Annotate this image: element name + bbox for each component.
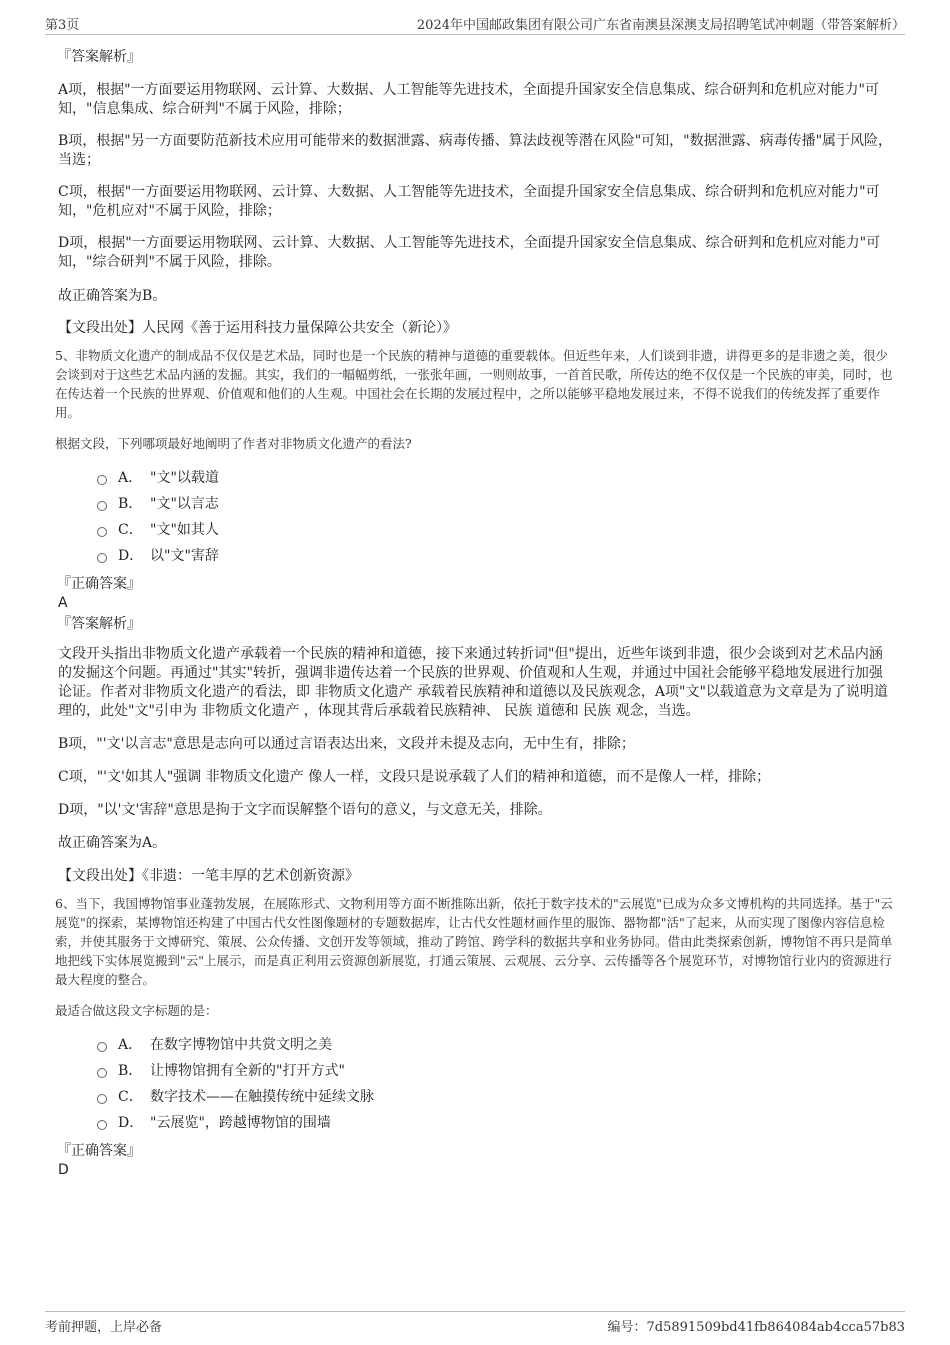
conclusion: 故正确答案为A。 — [58, 835, 167, 851]
option-c[interactable]: C． "文"如其人 — [97, 517, 895, 543]
correct-answer: A — [58, 595, 68, 611]
option-a[interactable]: A． 在数字博物馆中共赏文明之美 — [97, 1032, 895, 1058]
analysis-paragraph: B项，"'文'以言志"意思是志向可以通过言语表达出来，文段并未提及志向，无中生有，排除； — [58, 736, 635, 752]
question-passage: 6、当下，我国博物馆事业蓬勃发展，在展陈形式、文物利用等方面不断推陈出新，依托于数字技术的"云展览"已成为众多文博机构的共同选择。基于"云展览"的探索，某博物馆还构建了中国古代女性图像题材的专题数据库，让古代女性题材画作里的服饰、器物都"活"了起来，从而实现了图像内容信息检索，并使其服务于文博研究、策展、公众传播、文创开发等领域，推动了跨馆、跨学科的数据共享和业务协同。借由此类探索创新，博物馆不再只是简单地把线下实体展览搬到"云"上展示，而是真正利用云资源创新展览，打通云策展、云观展、云分享、云传播等各个展览环节，对博物馆行业内的资源进行最大程度的整合。 — [55, 896, 893, 987]
footer-slogan: 考前押题，上岸必备 — [45, 1320, 163, 1335]
document-body — [55, 45, 895, 1179]
source-citation: 【文段出处】人民网《善于运用科技力量保障公共安全（新论）》 — [58, 320, 457, 336]
page-header — [45, 12, 905, 35]
option-d[interactable]: D． 以"文"害辞 — [97, 543, 895, 569]
analysis-paragraph: 文段开头指出非物质文化遗产承载着一个民族的精神和道德，接下来通过转折词"但"提出，近些年谈到非遗，很少会谈到对艺术品内涵的发掘这个问题。再通过"其实"转折，强调非遗传达着一个民族的世界观、价值观和人生观，并通过中国社会能够平稳地发展进行加强论证。作者对非物质文化遗产的看法，即 非物质文化遗产 承载着民族精神和道德以及民族观念，A项"文"以载道意为文章是为了说明道理的，此处"文"引申为 非物质文化遗产 ，体现其背后承载着民族精神、 民族 道德和 民族 观念，当选。 — [58, 646, 888, 719]
option-d[interactable]: D． "云展览"，跨越博物馆的围墙 — [97, 1110, 895, 1136]
document-title: 2024年中国邮政集团有限公司广东省南澳县深澳支局招聘笔试冲刺题（带答案解析） — [416, 18, 905, 33]
analysis-label: 『答案解析』 — [57, 49, 141, 65]
radio-icon[interactable] — [97, 527, 107, 537]
radio-icon[interactable] — [97, 475, 107, 485]
page-number: 第3页 — [45, 18, 80, 33]
question-passage: 5、非物质文化遗产的制成品不仅仅是艺术品，同时也是一个民族的精神与道德的重要载体。但近些年来，人们谈到非遗，讲得更多的是非遗之美，很少会谈到对于这些艺术品内涵的发掘。其实，我们的一幅幅剪纸，一张张年画，一则则故事，一首首民歌，所传达的绝不仅仅是一个民族的审美，同时，也在传达着一个民族的世界观、价值观和他们的人生观。中国社会在长期的发展过程中，之所以能够平稳地发展过来，不得不说我们的传统发挥了重要作用。 — [55, 348, 893, 420]
document-id: 编号：7d5891509bd41fb864084ab4cca57b83 — [607, 1320, 905, 1335]
radio-icon[interactable] — [97, 501, 107, 511]
analysis-paragraph: D项，"以'文'害辞"意思是拘于文字而误解整个语句的意义，与文意无关，排除。 — [58, 802, 552, 818]
analysis-paragraph: B项，根据"另一方面要防范新技术应用可能带来的数据泄露、病毒传播、算法歧视等潜在风险"可知，"数据泄露、病毒传播"属于风险，当选； — [58, 133, 893, 168]
analysis-paragraph: C项，根据"一方面要运用物联网、云计算、大数据、人工智能等先进技术，全面提升国家安全信息集成、综合研判和危机应对能力"可知，"危机应对"不属于风险，排除； — [58, 184, 880, 219]
answer-label: 『正确答案』 — [57, 576, 141, 592]
option-c[interactable]: C． 数字技术——在触摸传统中延续文脉 — [97, 1084, 895, 1110]
correct-answer: D — [58, 1162, 69, 1178]
analysis-paragraph: A项，根据"一方面要运用物联网、云计算、大数据、人工智能等先进技术，全面提升国家安全信息集成、综合研判和危机应对能力"可知，"信息集成、综合研判"不属于风险，排除； — [58, 82, 879, 117]
radio-icon[interactable] — [97, 1068, 107, 1078]
question-stem: 最适合做这段文字标题的是： — [55, 1003, 218, 1018]
radio-icon[interactable] — [97, 1042, 107, 1052]
analysis-paragraph: D项，根据"一方面要运用物联网、云计算、大数据、人工智能等先进技术，全面提升国家安全信息集成、综合研判和危机应对能力"可知，"综合研判"不属于风险，排除。 — [58, 235, 881, 270]
option-list — [97, 465, 895, 569]
option-b[interactable]: B． 让博物馆拥有全新的"打开方式" — [97, 1058, 895, 1084]
option-list — [97, 1032, 895, 1136]
radio-icon[interactable] — [97, 553, 107, 563]
radio-icon[interactable] — [97, 1120, 107, 1130]
analysis-paragraph: C项，"'文'如其人"强调 非物质文化遗产 像人一样，文段只是说承载了人们的精神和道德，而不是像人一样，排除； — [58, 769, 771, 785]
source-citation: 【文段出处】《非遗：一笔丰厚的艺术创新资源》 — [58, 868, 359, 884]
option-b[interactable]: B． "文"以言志 — [97, 491, 895, 517]
option-a[interactable]: A． "文"以载道 — [97, 465, 895, 491]
question-stem: 根据文段，下列哪项最好地阐明了作者对非物质文化遗产的看法? — [55, 436, 412, 451]
radio-icon[interactable] — [97, 1094, 107, 1104]
page-footer — [45, 1311, 905, 1340]
answer-label: 『正确答案』 — [57, 1143, 141, 1159]
analysis-label: 『答案解析』 — [57, 616, 141, 632]
conclusion: 故正确答案为B。 — [58, 288, 167, 304]
